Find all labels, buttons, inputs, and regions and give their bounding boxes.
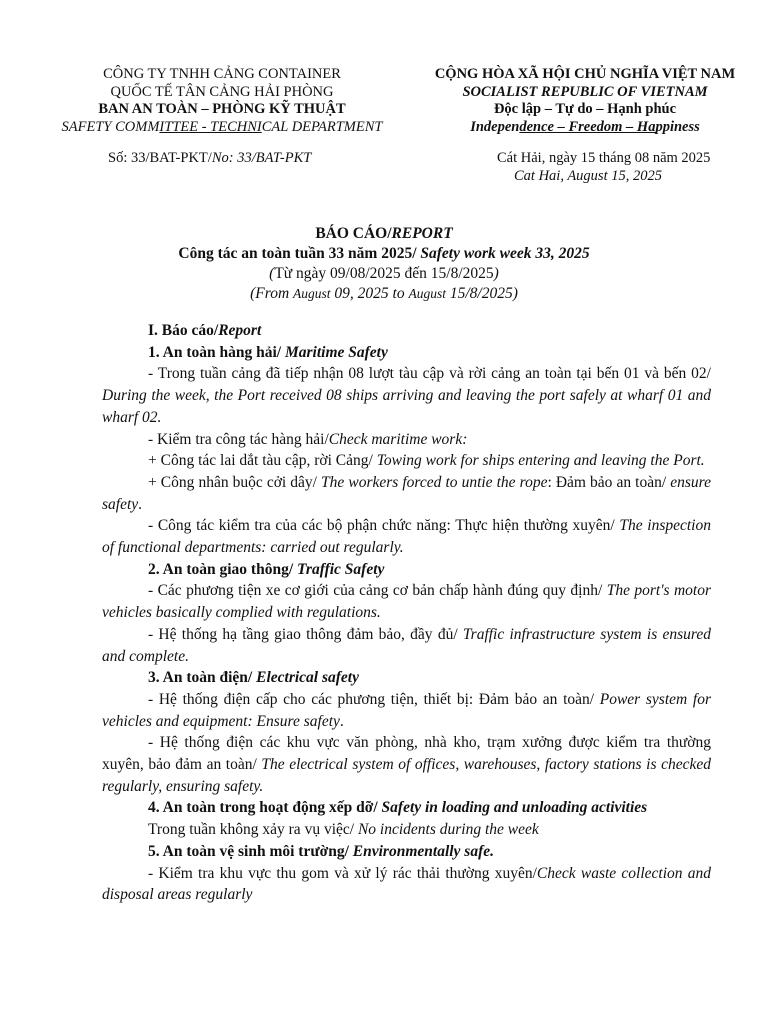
report-period-vi: (Từ ngày 09/08/2025 đến 15/8/2025) (269, 265, 499, 282)
paragraph: + Công nhân buộc cởi dây/ The workers forced to untie the rope: Đảm bảo an toàn/ ensure safety. (102, 473, 711, 513)
company-name-line2: QUỐC TẾ TÂN CẢNG HẢI PHÒNG (110, 83, 334, 100)
section-heading-traffic: 2. An toàn giao thông/ Traffic Safety (148, 560, 385, 578)
national-title: CỘNG HÒA XÃ HỘI CHỦ NGHĨA VIỆT NAM (434, 66, 736, 82)
paragraph: - Công tác kiểm tra của các bộ phận chức năng: Thực hiện thường xuyên/ The inspection of functional departments: carried out regularly. (102, 517, 711, 557)
report-subtitle: Công tác an toàn tuần 33 năm 2025/ Safety work week 33, 2025 (178, 245, 590, 262)
paragraph: - Kiểm tra công tác hàng hải/Check maritime work: (148, 430, 468, 448)
document-number: Số: 33/BAT-PKT/No: 33/BAT-PKT (108, 150, 312, 166)
place-date-vi: Cát Hải, ngày 15 tháng 08 năm 2025 (497, 150, 711, 166)
company-name-line1: CÔNG TY TNHH CẢNG CONTAINER (103, 66, 341, 82)
company-header (44, 66, 400, 136)
place-date-en: Cat Hai, August 15, 2025 (514, 167, 662, 184)
report-title: BÁO CÁO/REPORT (315, 225, 453, 242)
section-heading-maritime: 1. An toàn hàng hải/ Maritime Safety (148, 343, 388, 361)
paragraph: Trong tuần không xảy ra vụ việc/ No incidents during the week (148, 821, 539, 839)
paragraph: + Công tác lai dắt tàu cập, rời Cảng/ Towing work for ships entering and leaving the Port. (148, 452, 705, 470)
paragraph: - Trong tuần cảng đã tiếp nhận 08 lượt tàu cập và rời cảng an toàn tại bến 01 và bến 02/ During the week, the Port received 08 ships arriving and leaving the port safely at wharf 01 and wharf 02. (102, 365, 711, 426)
paragraph: - Kiểm tra khu vực thu gom và xử lý rác thải thường xuyên/Check waste collection and disposal areas regularly (102, 864, 711, 904)
paragraph: - Hệ thống điện các khu vực văn phòng, nhà kho, trạm xưởng được kiểm tra thường xuyên, bảo đảm an toàn/ The electrical system of offices, warehouses, factory stations is checked regularly, ensuring safety. (102, 734, 711, 795)
report-title-block (0, 224, 768, 304)
section-heading-environment: 5. An toàn vệ sinh môi trường/ Environmentally safe. (148, 842, 495, 860)
paragraph: - Hệ thống điện cấp cho các phương tiện, thiết bị: Đảm bảo an toàn/ Power system for vehicles and equipment: Ensure safety. (102, 690, 711, 730)
section-heading-report: I. Báo cáo/Report (148, 322, 262, 339)
paragraph: - Các phương tiện xe cơ giới của cảng cơ bản chấp hành đúng quy định/ The port's motor vehicles basically complied with regulations. (102, 582, 711, 622)
paragraph: - Hệ thống hạ tầng giao thông đảm bảo, đầy đủ/ Traffic infrastructure system is ensured and complete. (102, 625, 711, 665)
department-name-en: SAFETY COMMITTEE - TECHNICAL DEPARTMENT (61, 118, 383, 135)
national-motto-en: Independence – Freedom – Happiness (470, 118, 700, 135)
report-body (102, 320, 711, 906)
section-heading-electrical: 3. An toàn điện/ Electrical safety (148, 669, 359, 687)
report-period-en: (From August 09, 2025 to August 15/8/2025) (250, 285, 518, 302)
department-name: BAN AN TOÀN – PHÒNG KỸ THUẬT (98, 101, 346, 117)
section-heading-loading: 4. An toàn trong hoạt động xếp dỡ/ Safety in loading and unloading activities (148, 799, 648, 817)
national-title-en: SOCIALIST REPUBLIC OF VIETNAM (462, 83, 708, 100)
national-motto: Độc lập – Tự do – Hạnh phúc (493, 101, 677, 117)
place-date (410, 150, 768, 185)
national-header (410, 66, 760, 136)
